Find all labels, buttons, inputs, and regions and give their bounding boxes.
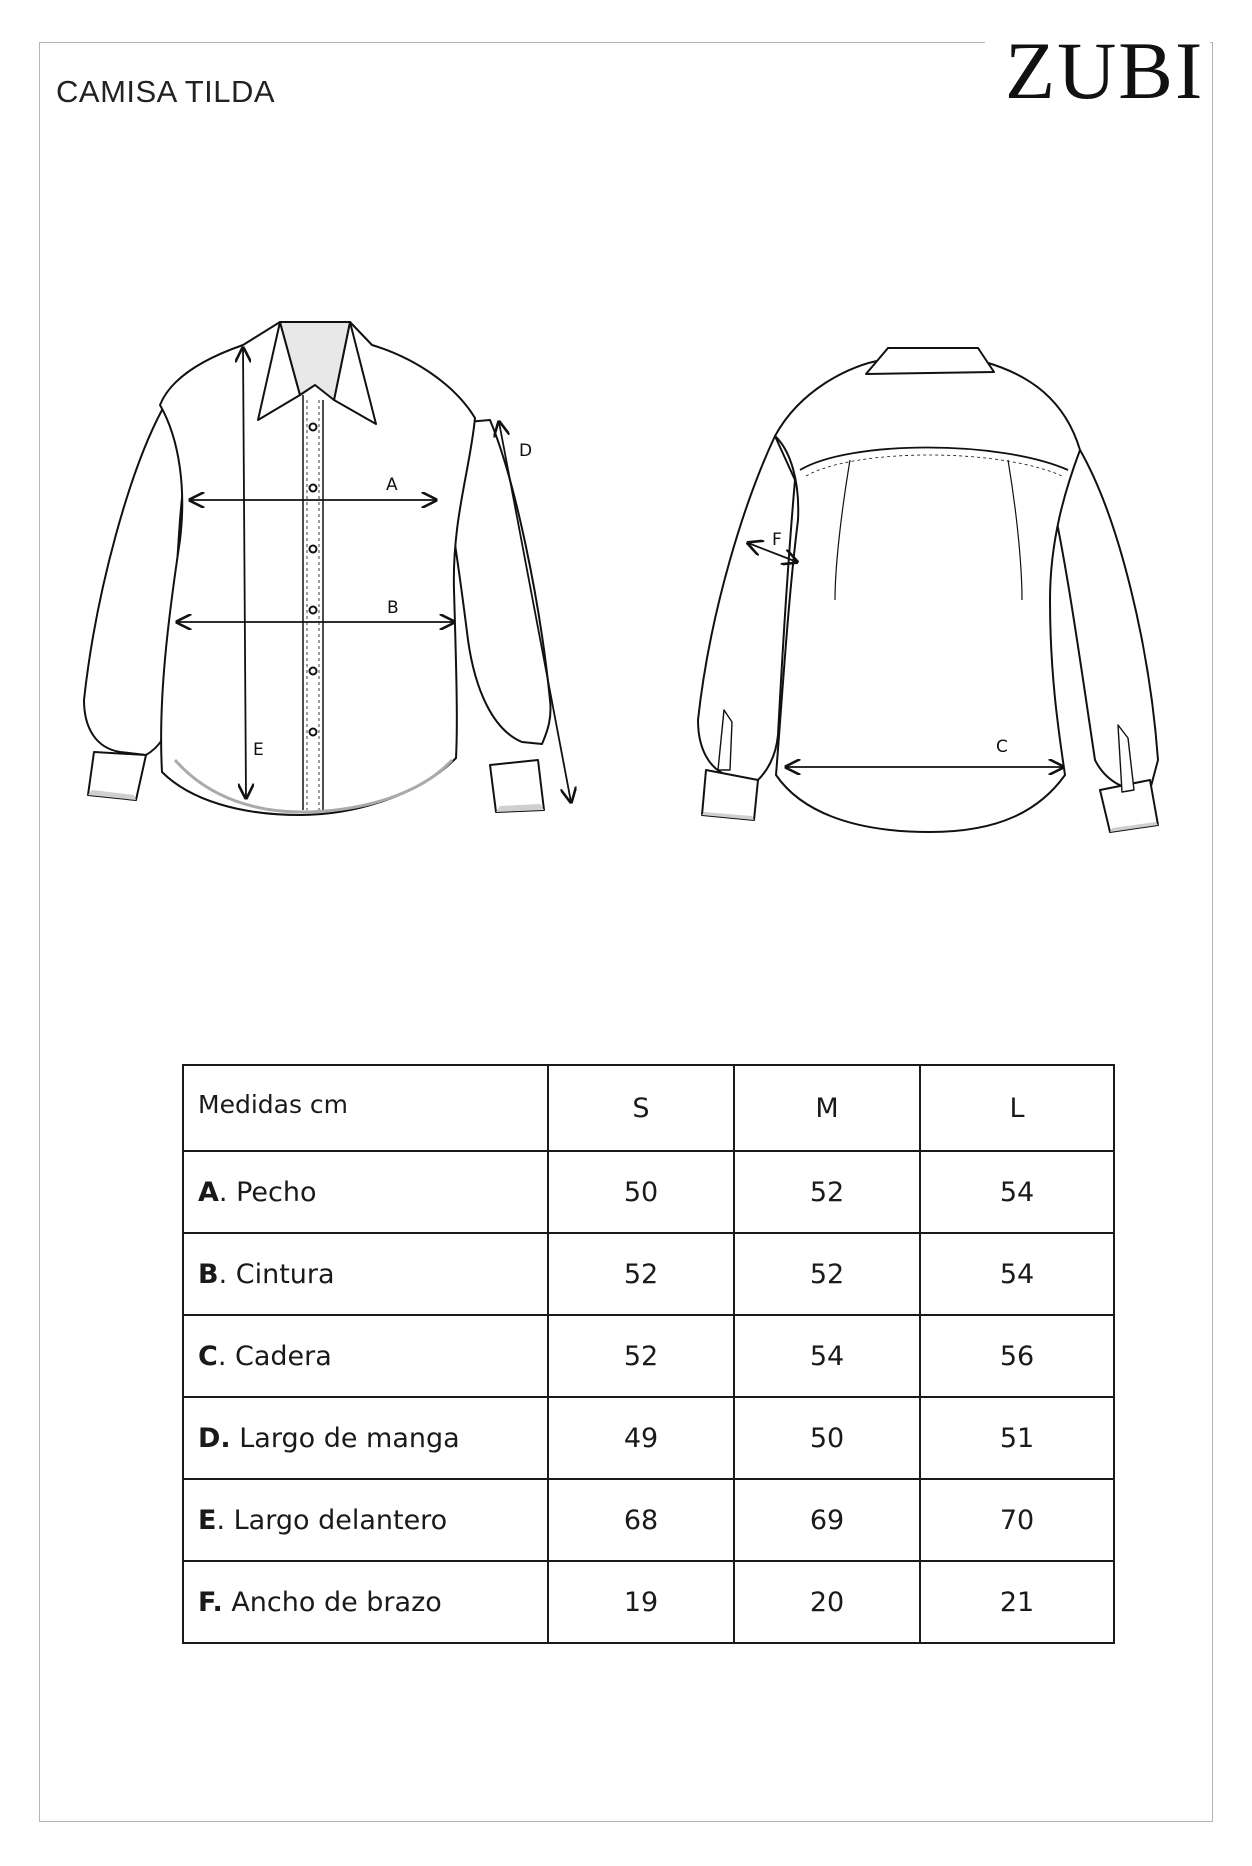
row-label — [183, 1151, 548, 1233]
cell-value: 51 — [920, 1397, 1114, 1479]
cell-value: 52 — [548, 1315, 734, 1397]
cell-value: 20 — [734, 1561, 920, 1643]
row-label — [183, 1397, 548, 1479]
row-letter: D. — [198, 1422, 231, 1454]
product-title: CAMISA TILDA — [56, 74, 276, 109]
row-name: Largo de manga — [230, 1422, 460, 1454]
cell-value: 19 — [548, 1561, 734, 1643]
row-letter: F. — [198, 1586, 223, 1618]
cell-value: 52 — [734, 1151, 920, 1233]
label-e: E — [253, 740, 264, 760]
label-b: B — [387, 598, 399, 618]
row-name: . Largo delantero — [216, 1504, 448, 1536]
row-label — [183, 1479, 548, 1561]
cell-value: 54 — [920, 1233, 1114, 1315]
header-size-s: S — [548, 1065, 734, 1151]
row-letter: C — [198, 1340, 218, 1372]
row-name: . Cintura — [218, 1258, 335, 1290]
table-row — [183, 1151, 1114, 1233]
cell-value: 50 — [734, 1397, 920, 1479]
header-size-l: L — [920, 1065, 1114, 1151]
cell-value: 68 — [548, 1479, 734, 1561]
row-name: . Cadera — [217, 1340, 332, 1372]
row-name: Ancho de brazo — [222, 1586, 442, 1618]
garment-sketches — [0, 0, 1252, 900]
table-header-row — [183, 1065, 1114, 1151]
cell-value: 54 — [734, 1315, 920, 1397]
table-row — [183, 1233, 1114, 1315]
row-label — [183, 1233, 548, 1315]
row-letter: A — [198, 1176, 219, 1208]
row-label — [183, 1561, 548, 1643]
cell-value: 50 — [548, 1151, 734, 1233]
table-row — [183, 1315, 1114, 1397]
label-d: D — [519, 441, 533, 461]
cell-value: 52 — [734, 1233, 920, 1315]
row-label — [183, 1315, 548, 1397]
header-label: Medidas cm — [183, 1065, 548, 1151]
cell-value: 54 — [920, 1151, 1114, 1233]
shirt-back-view — [698, 348, 1158, 832]
shirt-front-view — [84, 322, 551, 815]
label-c: C — [996, 737, 1008, 757]
size-table — [182, 1064, 1115, 1644]
cell-value: 49 — [548, 1397, 734, 1479]
brand-logo: ZUBI — [1005, 25, 1205, 116]
row-letter: B — [198, 1258, 219, 1290]
cell-value: 21 — [920, 1561, 1114, 1643]
cell-value: 56 — [920, 1315, 1114, 1397]
label-a: A — [386, 475, 398, 495]
row-letter: E — [198, 1504, 217, 1536]
header-size-m: M — [734, 1065, 920, 1151]
table-row — [183, 1479, 1114, 1561]
cell-value: 52 — [548, 1233, 734, 1315]
label-f: F — [772, 530, 782, 550]
table-row — [183, 1397, 1114, 1479]
cell-value: 70 — [920, 1479, 1114, 1561]
table-row — [183, 1561, 1114, 1643]
row-name: . Pecho — [218, 1176, 317, 1208]
cell-value: 69 — [734, 1479, 920, 1561]
